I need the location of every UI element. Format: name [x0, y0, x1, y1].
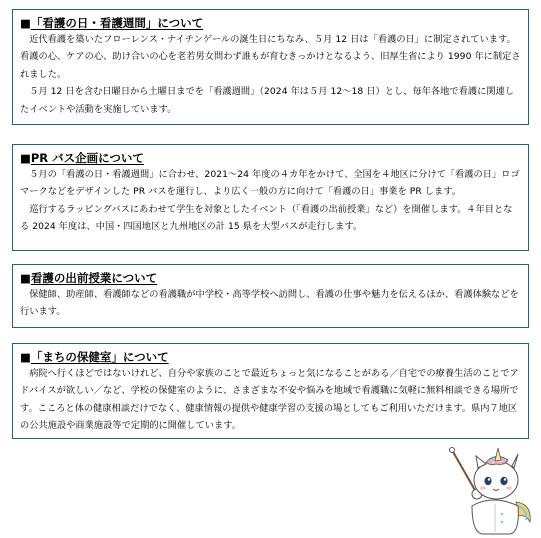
section-title-text: 「看護の日・看護週間」について — [30, 16, 204, 30]
section-outreach-class — [12, 264, 529, 328]
square-bullet-icon: ■ — [20, 16, 31, 30]
paragraph: ５月の「看護の日・看護週間」に合わせ、2021～24 年度の４カ年をかけて、全国を４地区に分けて「看護の日」ロゴマークなどをデザインした PR バスを運行し、より広く一般の方に向けて「看護の日」事業を PR します。 — [20, 169, 520, 198]
unicorn-nurse-mascot-icon — [446, 444, 536, 536]
section-title-text: PR バス企画について — [30, 151, 144, 165]
section-title-text: 「まちの保健室」について — [30, 350, 169, 364]
section-nursing-day — [12, 9, 529, 125]
paragraph: 病院へ行くほどではないけれど、自分や家族のことで最近ちょっと気になることがある／自宅での療養生活のことでアドバイスが欲しい／など、学校の保健室のように、さまざまな不安や悩みを地域で看護職に気軽に無料相談できる場所です。こころと体の健康相談だけでなく、健康情報の提供や健康学習の支援の場としてもご利用いただけます。県内７地区の公共施設や商業施設等で定期的に開催しています。 — [20, 368, 519, 432]
section-title — [20, 270, 521, 286]
section-town-health-room — [12, 343, 529, 439]
square-bullet-icon: ■ — [20, 151, 31, 165]
section-title — [20, 150, 521, 166]
section-title-text: 看護の出前授業について — [30, 271, 158, 285]
section-pr-bus — [12, 144, 529, 251]
section-title — [20, 15, 521, 31]
square-bullet-icon: ■ — [20, 271, 31, 285]
paragraph: ５月 12 日を含む日曜日から土曜日までを「看護週間」（2024 年は５月 12～18 日）とし、毎年各地で看護に関連したイベントや活動を実施しています。 — [20, 86, 515, 115]
section-title — [20, 349, 521, 365]
paragraph: 保健師、助産師、看護師などの看護職が中学校・高等学校へ訪問し、看護の仕事や魅力を伝えるほか、看護体験などを行います。 — [20, 289, 519, 318]
paragraph: 巡行するラッピングバスにあわせて学生を対象としたイベント（「看護の出前授業」など）を開催します。４年目となる 2024 年度は、中国・四国地区と九州地区の計 15 県を大型バスが走行します。 — [20, 203, 513, 233]
paragraph: 近代看護を築いたフローレンス・ナイチンゲールの誕生日にちなみ、５月 12 日は「看護の日」に制定されています。看護の心、ケアの心、助け合いの心を老若男女問わず誰もが育むきっかけとなるよう、旧厚生省により 1990 年に制定されました。 — [20, 34, 521, 80]
square-bullet-icon: ■ — [20, 350, 31, 364]
